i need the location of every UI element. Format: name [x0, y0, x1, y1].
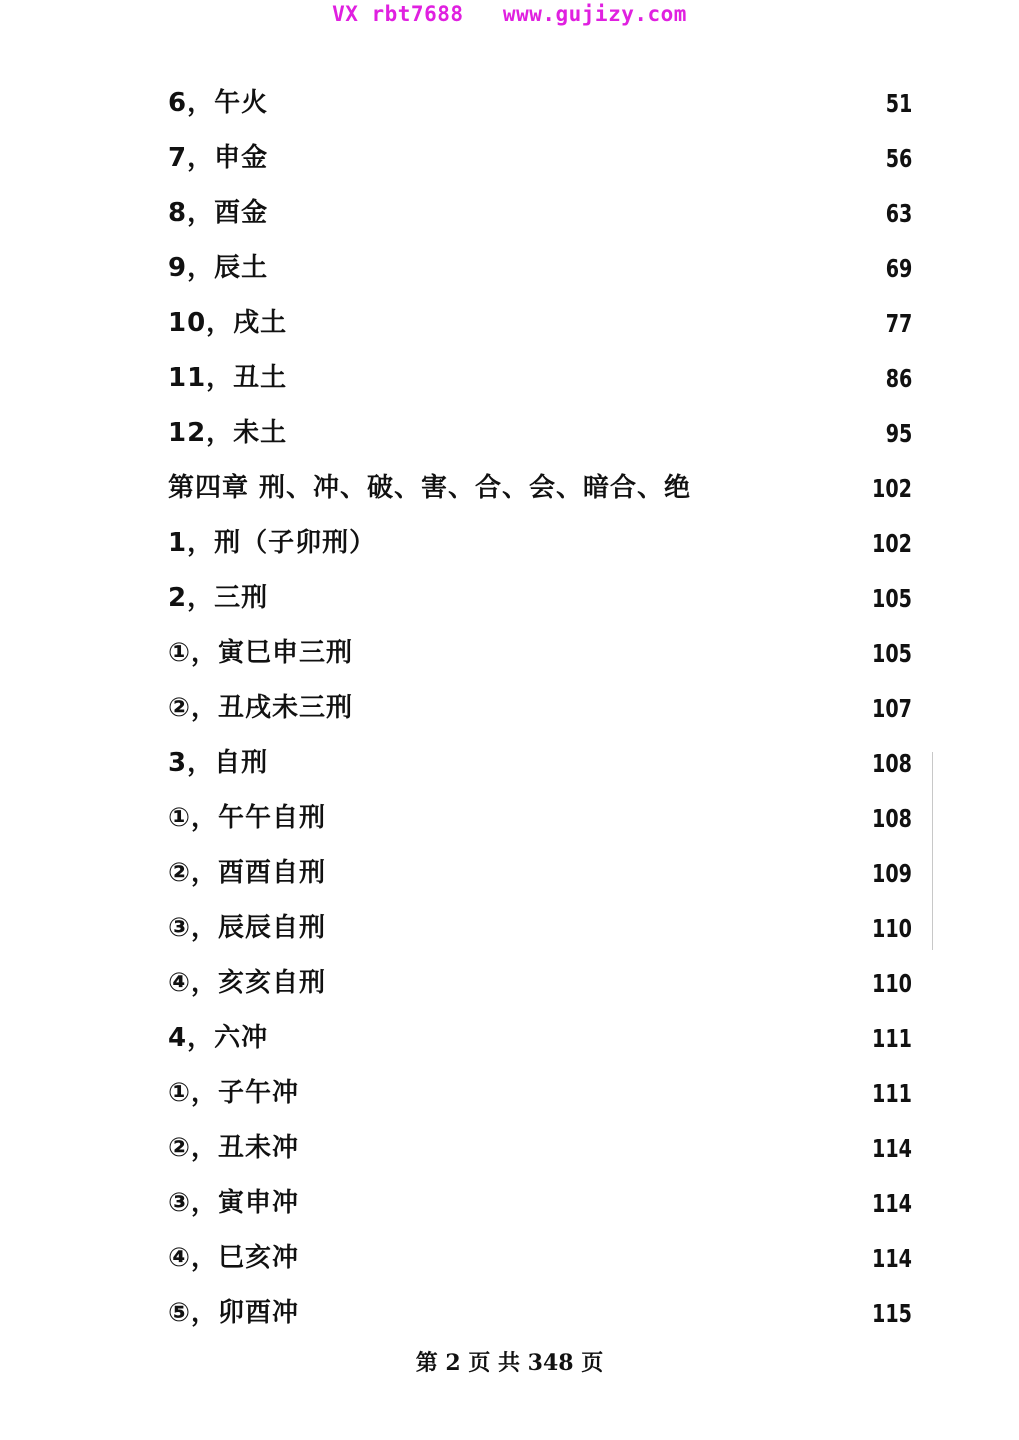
toc-entry-page: 95	[885, 419, 912, 448]
toc-entry-page: 111	[872, 1024, 912, 1053]
toc-entry	[168, 1286, 912, 1341]
toc-entry-page: 114	[872, 1189, 912, 1218]
toc-entry-page: 114	[872, 1244, 912, 1273]
toc-entry	[168, 901, 912, 956]
toc-entry-page: 108	[872, 804, 912, 833]
toc-entry-title: ①，寅巳申三刑	[168, 638, 354, 668]
toc-entry-page: 107	[872, 694, 912, 723]
toc-entry-page: 109	[872, 859, 912, 888]
toc-entry-title: 2，三刑	[168, 583, 269, 613]
page-footer: 第 2 页 共 348 页	[415, 1350, 604, 1376]
scan-artifact-line	[932, 752, 933, 950]
toc-entry-title: ③，寅申冲	[168, 1188, 300, 1218]
toc-entry-page: 63	[885, 199, 912, 228]
toc-entry-page: 108	[872, 749, 912, 778]
toc-entry-page: 110	[872, 969, 912, 998]
toc-entry-title: ③，辰辰自刑	[168, 913, 327, 943]
toc-entry	[168, 351, 912, 406]
toc-chapter-heading	[168, 461, 912, 516]
toc-entry	[168, 1121, 912, 1176]
toc-entry-title: 11，丑土	[168, 363, 288, 393]
toc-entry-title: 10，戌土	[168, 308, 288, 338]
toc-entry-title: 6，午火	[168, 88, 269, 118]
toc-entry-page: 105	[872, 639, 912, 668]
toc-entry-title: 9，辰土	[168, 253, 269, 283]
toc-entry-title: 12，未土	[168, 418, 288, 448]
toc-entry-title: 第四章 刑、冲、破、害、合、会、暗合、绝	[168, 473, 692, 503]
toc-entry-page: 111	[872, 1079, 912, 1108]
toc-entry	[168, 1176, 912, 1231]
toc-entry-page: 114	[872, 1134, 912, 1163]
toc-entry-title: 7，申金	[168, 143, 269, 173]
toc-entry-page: 69	[885, 254, 912, 283]
toc-entry	[168, 1231, 912, 1286]
table-of-contents	[168, 76, 912, 1341]
toc-entry	[168, 241, 912, 296]
toc-entry-page: 115	[872, 1299, 912, 1328]
watermark-text: VX rbt7688 www.gujizy.com	[332, 2, 687, 26]
toc-entry	[168, 681, 912, 736]
toc-entry-page: 86	[885, 364, 912, 393]
toc-entry-title: 1，刑（子卯刑）	[168, 528, 377, 558]
toc-entry-title: ④，亥亥自刑	[168, 968, 327, 998]
toc-entry	[168, 406, 912, 461]
toc-entry-page: 110	[872, 914, 912, 943]
toc-entry	[168, 516, 912, 571]
toc-entry-title: ①，午午自刑	[168, 803, 327, 833]
toc-entry-page: 105	[872, 584, 912, 613]
toc-entry	[168, 571, 912, 626]
toc-entry-page: 56	[885, 144, 912, 173]
toc-entry	[168, 131, 912, 186]
toc-entry	[168, 186, 912, 241]
toc-entry	[168, 1011, 912, 1066]
toc-entry-page: 102	[872, 529, 912, 558]
toc-entry	[168, 626, 912, 681]
toc-entry-title: ②，丑戌未三刑	[168, 693, 354, 723]
toc-entry-title: ②，丑未冲	[168, 1133, 300, 1163]
toc-entry-page: 102	[872, 474, 912, 503]
toc-entry	[168, 1066, 912, 1121]
toc-entry	[168, 76, 912, 131]
toc-entry	[168, 791, 912, 846]
toc-entry	[168, 296, 912, 351]
toc-entry-title: ⑤，卯酉冲	[168, 1298, 300, 1328]
toc-entry-title: ①，子午冲	[168, 1078, 300, 1108]
toc-entry-page: 77	[885, 309, 912, 338]
toc-entry-title: 4，六冲	[168, 1023, 269, 1053]
toc-entry	[168, 956, 912, 1011]
toc-entry	[168, 846, 912, 901]
toc-entry-title: 3，自刑	[168, 748, 269, 778]
toc-entry-page: 51	[885, 89, 912, 118]
toc-entry-title: ④，巳亥冲	[168, 1243, 300, 1273]
toc-entry	[168, 736, 912, 791]
toc-entry-title: ②，酉酉自刑	[168, 858, 327, 888]
toc-entry-title: 8，酉金	[168, 198, 269, 228]
